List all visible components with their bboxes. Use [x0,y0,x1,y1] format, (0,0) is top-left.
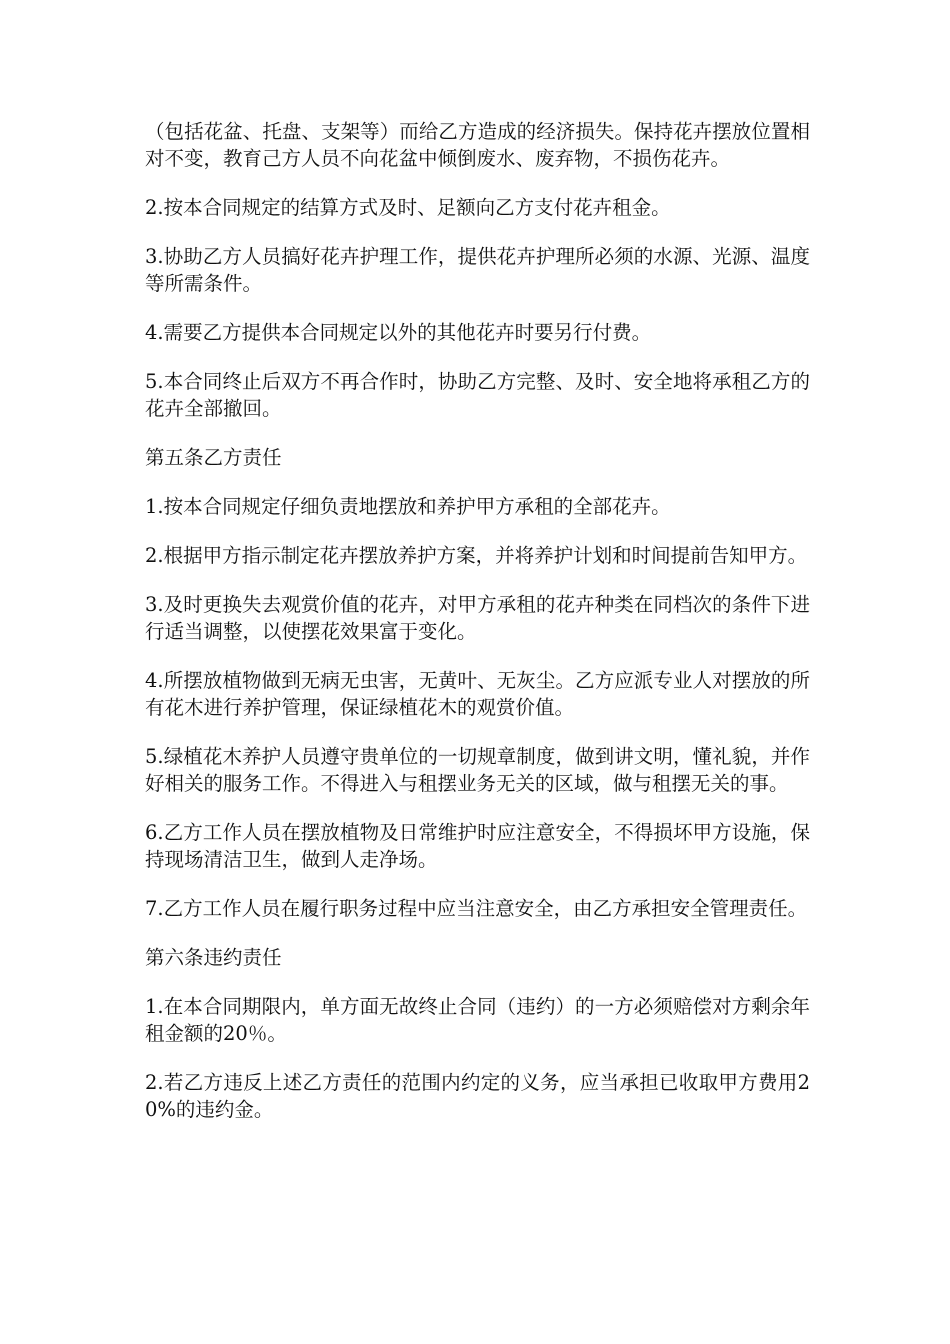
paragraph-damage-clause: （包括花盆、托盘、支架等）而给乙方造成的经济损失。保持花卉摆放位置相对不变，教育己方人员不向花盆中倾倒废水、废弃物，不损伤花卉。 [145,120,810,170]
document-page [145,118,810,1145]
paragraph-party-b-item-4: 4.所摆放植物做到无病无虫害，无黄叶、无灰尘。乙方应派专业人对摆放的所有花木进行养护管理，保证绿植花木的观赏价值。 [145,669,810,719]
paragraph-party-b-item-6: 6.乙方工作人员在摆放植物及日常维护时应注意安全，不得损坏甲方设施，保持现场清洁卫生，做到人走净场。 [145,821,810,871]
paragraph-party-a-item-2: 2.按本合同规定的结算方式及时、足额向乙方支付花卉租金。 [145,196,671,219]
paragraph-party-b-item-2: 2.根据甲方指示制定花卉摆放养护方案，并将养护计划和时间提前告知甲方。 [145,544,808,567]
section-heading-article-5: 第五条乙方责任 [145,446,282,469]
paragraph-party-a-item-3: 3.协助乙方人员搞好花卉护理工作，提供花卉护理所必须的水源、光源、温度等所需条件。 [145,245,810,295]
paragraph-party-a-item-4: 4.需要乙方提供本合同规定以外的其他花卉时要另行付费。 [145,321,652,344]
paragraph-party-a-item-5: 5.本合同终止后双方不再合作时，协助乙方完整、及时、安全地将承租乙方的花卉全部撤回。 [145,370,810,420]
paragraph-party-b-item-3: 3.及时更换失去观赏价值的花卉，对甲方承租的花卉种类在同档次的条件下进行适当调整，以使摆花效果富于变化。 [145,593,810,643]
paragraph-breach-item-2: 2.若乙方违反上述乙方责任的范围内约定的义务，应当承担已收取甲方费用20%的违约金。 [145,1071,810,1121]
section-heading-article-6: 第六条违约责任 [145,946,282,969]
paragraph-party-b-item-5: 5.绿植花木养护人员遵守贵单位的一切规章制度，做到讲文明，懂礼貌，并作好相关的服务工作。不得进入与租摆业务无关的区域，做与租摆无关的事。 [145,745,810,795]
paragraph-breach-item-1: 1.在本合同期限内，单方面无故终止合同（违约）的一方必须赔偿对方剩余年租金额的20％。 [145,995,810,1045]
paragraph-party-b-item-1: 1.按本合同规定仔细负责地摆放和养护甲方承租的全部花卉。 [145,495,671,518]
paragraph-party-b-item-7: 7.乙方工作人员在履行职务过程中应当注意安全，由乙方承担安全管理责任。 [145,897,808,920]
